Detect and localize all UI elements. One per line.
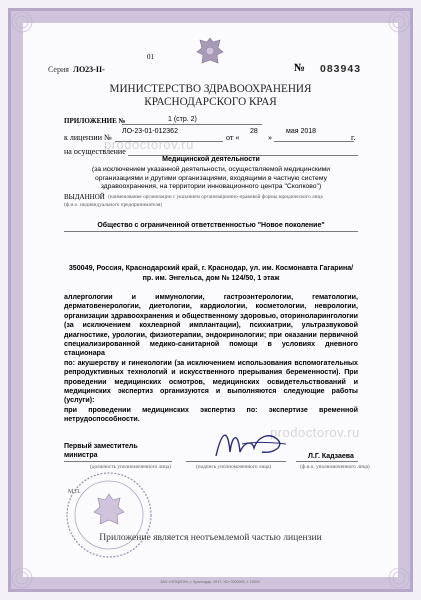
license-number: ЛО-23-01-012362: [122, 128, 178, 135]
printer-imprint: ЗАО «ОПЦИОН», г. Краснодар, 2017, «Б» 0000000, т. 10000.: [160, 580, 261, 584]
signer-position-line1: Первый заместитель: [64, 443, 138, 450]
services-line: дерматовенерологии, диетологии, кардиологии, косметологии, неврологии,: [64, 302, 358, 311]
form-number: 083943: [320, 63, 362, 75]
services-line: организации здравоохранения и общественному здоровью, оториноларингологии: [64, 311, 358, 320]
license-month-year: мая 2018: [286, 128, 317, 135]
activity: Медицинской деятельности: [162, 156, 260, 163]
date-underline: [274, 141, 354, 142]
number-symbol: №: [294, 62, 306, 74]
position-underline: [64, 461, 172, 462]
services-line: репродуктивных технологий и искусственного прерывания беременности). При: [64, 368, 358, 377]
services-line: проведении медицинских осмотров, медицинских освидетельствований и: [64, 377, 358, 386]
services-line: аллергологии и иммунологии, гастроэнтерологии, гематологии,: [64, 293, 358, 301]
caption-signature: (подпись уполномоченного лица): [196, 464, 272, 470]
organization-name: Общество с ограниченной ответственностью "Новое поколение": [97, 222, 325, 229]
organization-underline: [64, 231, 358, 232]
ministry-line1: МИНИСТЕРСТВО ЗДРАВООХРАНЕНИЯ: [109, 83, 312, 95]
seal-label: М.П.: [68, 489, 81, 495]
license-number-underline: [115, 141, 223, 142]
issued-caption-1: (наименование организации с указанием организационно-правовой формы юридического лица: [108, 194, 323, 200]
address-line1: 350049, Россия, Краснодарский край, г. Краснодар, ул. им. Космонавта Гагарина/: [68, 264, 354, 272]
activity-note: (за исключением указанной деятельности, осуществляемой медицинскими организациями и другими организациями, входящими в частную систему здравоохранения, на территории инновационного центра "Сколково"): [91, 166, 331, 191]
year-suffix: г.: [351, 133, 356, 142]
to-license-label: к лицензии №: [64, 133, 112, 142]
appendix-footer-note: Приложение является неотъемлемой частью лицензии: [99, 532, 322, 543]
seal-icon: [64, 470, 154, 560]
caption-position: (должность уполномоченного лица): [90, 464, 172, 470]
ministry-line2: КРАСНОДАРСКОГО КРАЯ: [144, 96, 277, 108]
signer-name: Л.Г. Кадзаева: [308, 453, 354, 460]
license-day: 28: [250, 128, 258, 135]
appendix-underline: [122, 124, 262, 125]
on-activity-label: на осуществление: [64, 147, 126, 156]
services-list: [64, 293, 358, 425]
number-top: 01: [147, 53, 154, 61]
services-line: диагностике, урологии, физиотерапии, эндокринологии; при оказании первичной: [64, 330, 358, 339]
signer-position-line2: министра: [64, 452, 98, 459]
appendix-value: 1 (стр. 2): [168, 116, 197, 123]
series-code: ЛО23-II-: [73, 65, 105, 74]
services-line: медицинских экспертиз организуются и выполняются следующие работы (услуги):: [64, 387, 358, 405]
issued-label: ВЫДАННОЙ: [64, 193, 105, 201]
services-line: нетрудоспособности.: [64, 415, 140, 424]
services-line: по: акушерству и гинекологии (за исключением использования вспомогательных: [64, 358, 358, 367]
address-line2: пр. им. Энгельса, дом № 124/50, 1 этаж: [142, 274, 280, 282]
services-line: специализированной медико-санитарной помощи в условиях дневного стационара: [64, 340, 358, 358]
from-label: от «: [226, 133, 240, 142]
caption-name: (ф.и.о. уполномоченного лица): [300, 464, 370, 470]
series-label: Серия: [48, 65, 69, 74]
close-quote: »: [268, 133, 272, 142]
appendix-label: ПРИЛОЖЕНИЕ №: [64, 117, 126, 125]
watermark-top: prodoctorov.ru: [104, 137, 194, 152]
handwritten-signature: [212, 422, 292, 464]
services-line: (за исключением кохлеарной имплантации), психиатрии, ультразвуковой: [64, 321, 358, 330]
coat-of-arms-icon: [196, 36, 224, 68]
watermark-bottom: prodoctorov.ru: [270, 425, 360, 440]
services-line: при проведении медицинских экспертиз по: экспертизе временной: [64, 405, 358, 414]
name-underline: [296, 461, 358, 462]
issued-caption-2: (ф.и.о. индивидуального предпринимателя): [64, 202, 163, 208]
